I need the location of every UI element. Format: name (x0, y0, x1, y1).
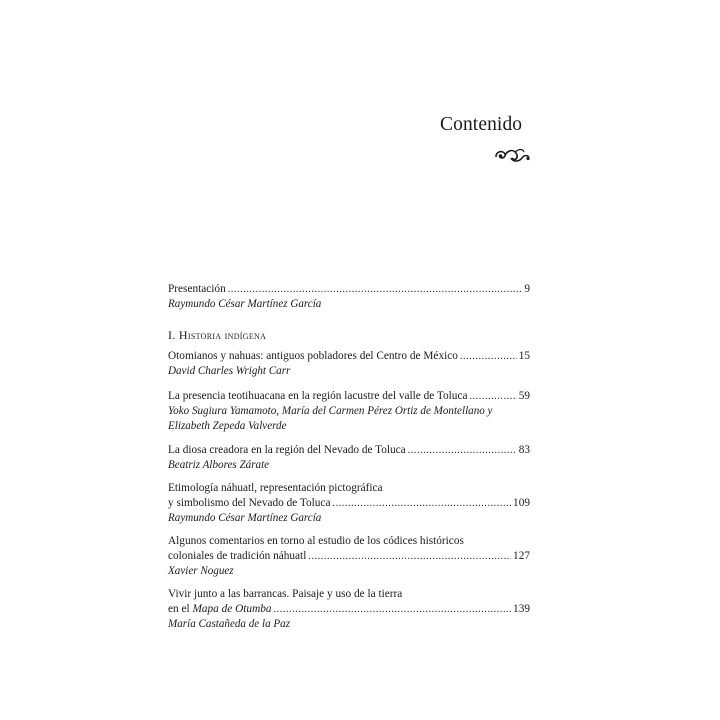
entry-title: Etimología náhuatl, representación pictográfica (168, 482, 383, 494)
entry-author: Raymundo César Martínez García (168, 512, 322, 524)
dot-leader (469, 389, 516, 404)
entry-title: La diosa creadora en la región del Nevado de Toluca (168, 444, 406, 456)
page-number: 83 (518, 444, 530, 456)
entry-title: Vivir junto a las barrancas. Paisaje y uso de la tierra (168, 588, 403, 600)
section-heading: I. Historia indígena (168, 328, 267, 342)
entry-title-prefix: en el (168, 603, 193, 615)
toc-line (168, 587, 530, 602)
page-title: Contenido (440, 114, 523, 135)
entry-author: Elizabeth Zepeda Valverde (168, 420, 287, 432)
toc-line (168, 349, 530, 364)
toc-line (168, 602, 530, 617)
page-number: 139 (513, 603, 530, 615)
dot-leader (408, 443, 517, 458)
toc-entry (168, 443, 530, 473)
entry-author: Xavier Noguez (168, 565, 234, 577)
toc-entry (168, 481, 530, 526)
dot-leader (228, 282, 523, 297)
entry-title: Algunos comentarios en torno al estudio de los códices históricos (168, 535, 464, 547)
toc-entry (168, 389, 530, 434)
entry-title: coloniales de tradición náhuatl (168, 550, 307, 562)
page-number: 9 (524, 283, 530, 295)
entry-title (168, 602, 272, 617)
page-number: 59 (518, 390, 530, 402)
entry-title: Otomianos y nahuas: antiguos pobladores del Centro de México (168, 350, 458, 362)
entry-author: María Castañeda de la Paz (168, 618, 291, 630)
toc-line (168, 549, 530, 564)
entry-author: Beatriz Albores Zárate (168, 459, 270, 471)
entry-author: Yoko Sugiura Yamamoto, María del Carmen Pérez Ortiz de Montellano y (168, 405, 493, 417)
entry-author: Raymundo César Martínez García (168, 298, 322, 310)
toc-line (168, 389, 530, 404)
fleuron-ornament-icon (493, 146, 531, 166)
page-number: 109 (513, 497, 530, 509)
toc-line (168, 534, 530, 549)
toc-entry (168, 587, 530, 632)
dot-leader (460, 349, 517, 364)
toc-line (168, 282, 530, 297)
toc-entry (168, 349, 530, 379)
page-number: 15 (518, 350, 530, 362)
dot-leader (332, 496, 511, 511)
dot-leader (274, 602, 512, 617)
entry-title-italic: Mapa de Otumba (192, 603, 272, 615)
toc-line (168, 481, 530, 496)
page-number: 127 (513, 550, 530, 562)
dot-leader (308, 549, 511, 564)
entry-title: Presentación (168, 283, 226, 295)
entry-title: y simbolismo del Nevado de Toluca (168, 497, 331, 509)
toc-line (168, 443, 530, 458)
toc-line (168, 496, 530, 511)
toc-entry (168, 534, 530, 579)
toc-entry (168, 282, 530, 312)
entry-title: La presencia teotihuacana en la región lacustre del valle de Toluca (168, 390, 468, 402)
entry-author: David Charles Wright Carr (168, 365, 291, 377)
